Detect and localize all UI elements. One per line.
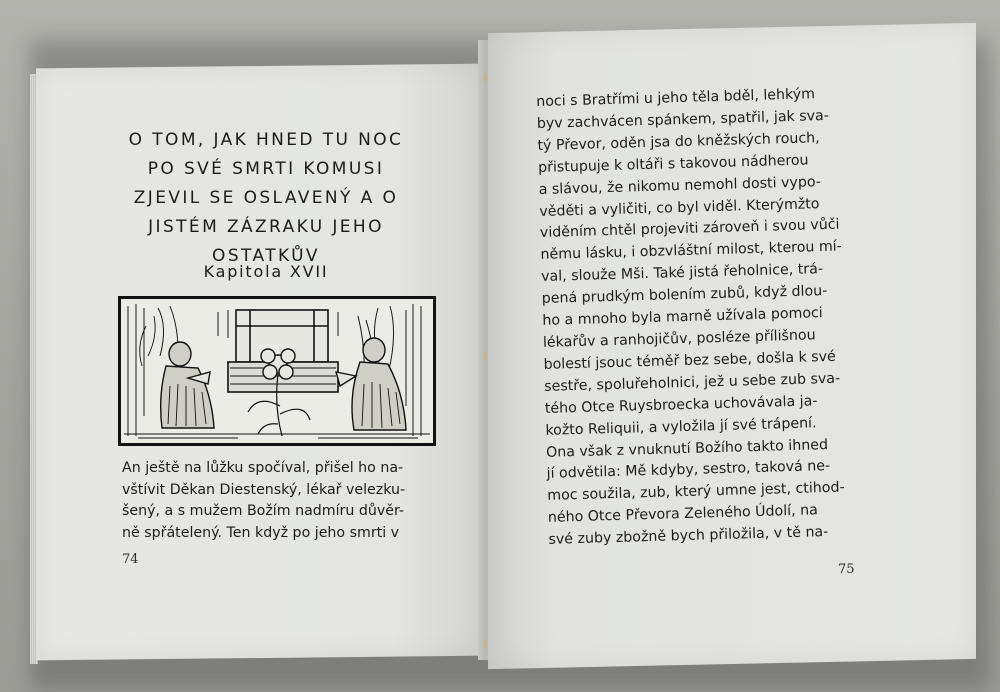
chapter-title bbox=[96, 126, 436, 271]
text-line: vštívit Děkan Diestenský, lékař velezku- bbox=[122, 481, 406, 498]
text-line: své zuby zbožně bych přiložila, v tě na- bbox=[548, 524, 829, 548]
binding-thread bbox=[484, 640, 487, 648]
text-line: přistupuje k oltáři s takovou nádherou bbox=[537, 152, 809, 176]
text-line: jí odvětila: Mě kdyby, sestro, taková ne- bbox=[546, 458, 831, 483]
text-line: tého Otce Ruysbroecka uchovávala ja- bbox=[544, 392, 818, 417]
text-line: tý Převor, oděn jsa do kněžských rouch, bbox=[537, 129, 820, 154]
chapter-title-line: O TOM, JAK HNED TU NOC bbox=[128, 130, 404, 150]
text-line: kožto Reliquii, a vyložila jí své trápení. bbox=[545, 414, 817, 439]
text-line: viděním chtěl projeviti zároveň i svou vůči bbox=[539, 217, 840, 242]
chapter-title-line: PO SVÉ SMRTI KOMUSI bbox=[147, 159, 385, 179]
text-line: Ona však z vnuknutí Božího takto ihned bbox=[545, 436, 829, 461]
text-line: pená prudkým bolením zubů, když dlou- bbox=[541, 283, 828, 308]
text-line: An ještě na lůžku spočíval, přišel ho na- bbox=[122, 460, 404, 476]
text-line: sestře, spoluřeholnici, jež u sebe zub sva- bbox=[544, 370, 841, 395]
text-line: a slávou, že nikomu nemohl dosti vypo- bbox=[538, 173, 822, 198]
page-number-left: 74 bbox=[122, 552, 139, 567]
text-line: věděti a vyličiti, co byl viděl. Kterýmžto bbox=[539, 195, 820, 220]
left-page-body bbox=[122, 458, 452, 544]
binding-thread bbox=[484, 352, 487, 360]
text-line: val, slouže Mši. Také jistá řeholnice, trá- bbox=[540, 261, 824, 286]
text-line: bolestí jsouc téměř bez sebe, došla k své bbox=[543, 348, 837, 373]
chapter-number: Kapitola XVII bbox=[203, 262, 329, 281]
text-line: šený, a s mužem Božím nadmíru důvěr- bbox=[122, 503, 405, 519]
text-line: byv zachvácen spánkem, spatřil, jak sva- bbox=[536, 107, 830, 132]
text-line: ného Otce Převora Zeleného Údolí, na bbox=[547, 502, 819, 527]
woodcut-illustration bbox=[118, 296, 436, 446]
text-line: lékařův a ranhojičův, posléze přílišnou bbox=[542, 327, 816, 351]
text-line: ho a mnoho byla marně užívala pomoci bbox=[542, 305, 823, 329]
text-line: němu lásku, i obzvláštní milost, kterou mí- bbox=[540, 238, 842, 264]
text-line: ně spřátelený. Ten když po jeho smrti v bbox=[122, 524, 400, 541]
binding-thread bbox=[484, 74, 487, 82]
page-number-right: 75 bbox=[838, 562, 855, 577]
text-line: moc soužila, zub, který umne jest, ctihod- bbox=[547, 479, 845, 505]
text-line: noci s Bratřími u jeho těla bděl, lehkým bbox=[536, 86, 816, 110]
chapter-title-line: JISTÉM ZÁZRAKU JEHO bbox=[148, 217, 384, 237]
right-page-body bbox=[536, 83, 885, 552]
chapter-title-line: OSTATKŮV bbox=[212, 246, 320, 266]
chapter-title-line: ZJEVIL SE OSLAVENÝ A O bbox=[133, 188, 399, 208]
